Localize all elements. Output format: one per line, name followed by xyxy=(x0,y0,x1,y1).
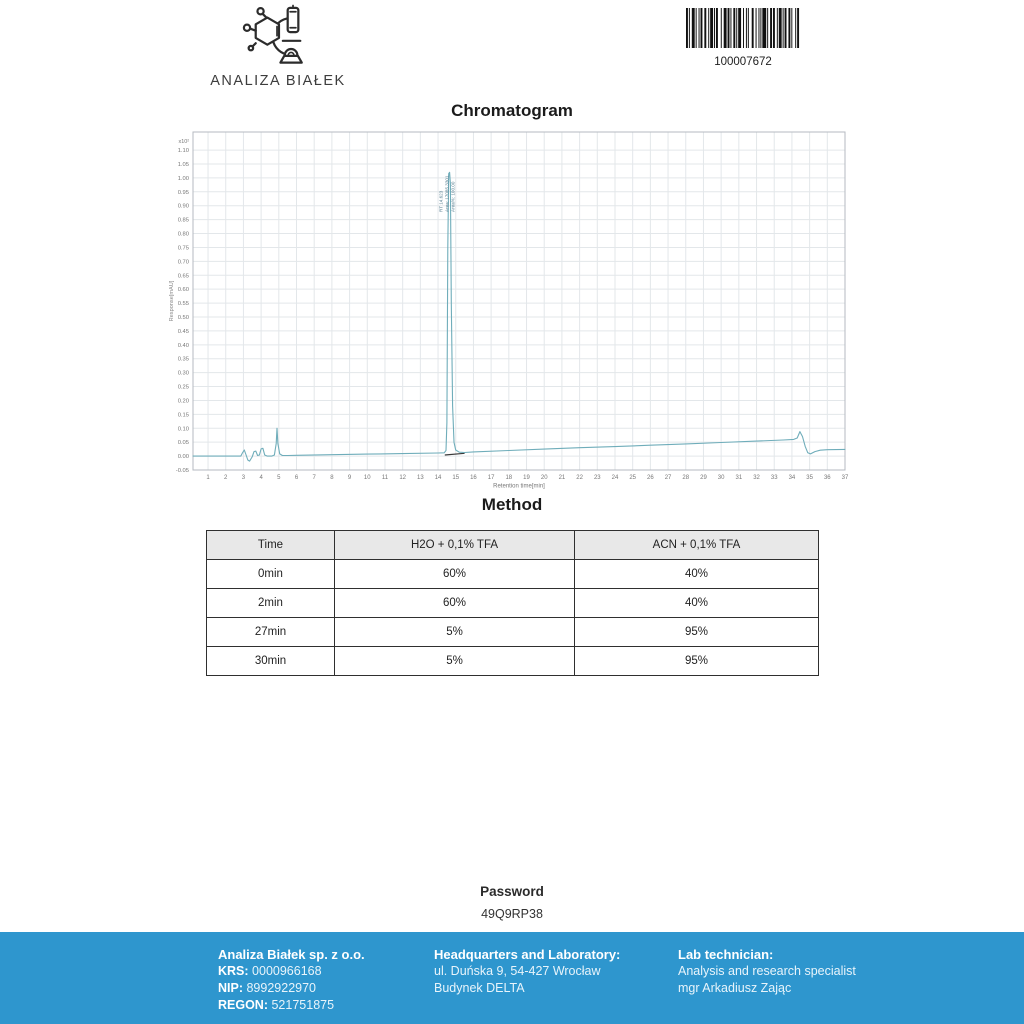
x-tick-label: 4 xyxy=(259,475,263,481)
barcode-bar xyxy=(686,8,688,48)
technician-title: Lab technician: xyxy=(678,947,774,962)
x-tick-label: 18 xyxy=(505,475,513,481)
logo xyxy=(200,4,356,89)
barcode-bar xyxy=(747,8,748,48)
column-header: Time xyxy=(207,531,335,560)
barcode-bar xyxy=(795,8,796,48)
headquarters-building: Budynek DELTA xyxy=(434,981,525,995)
footer-headquarters xyxy=(434,946,620,997)
x-tick-label: 1 xyxy=(206,475,210,481)
method-title: Method xyxy=(481,495,543,514)
x-tick-label: 37 xyxy=(841,475,849,481)
y-tick-label: 0.65 xyxy=(177,273,189,280)
barcode-bar xyxy=(778,8,781,48)
nip-label: NIP: xyxy=(218,981,243,995)
barcode-bar xyxy=(730,8,731,48)
barcode-bar xyxy=(797,8,799,48)
x-tick-label: 23 xyxy=(593,475,601,481)
table-cell: 30min xyxy=(207,647,335,676)
x-tick-label: 30 xyxy=(717,475,725,481)
barcode-bar xyxy=(695,8,696,48)
barcode-number: 100007672 xyxy=(714,56,772,68)
x-tick-label: 26 xyxy=(647,475,654,481)
method-table-header-row xyxy=(207,531,819,560)
x-tick-label: 3 xyxy=(241,475,246,481)
regon-label: REGON: xyxy=(218,998,268,1012)
barcode-bar xyxy=(704,8,706,48)
table-cell: 2min xyxy=(207,589,335,618)
barcode-bar xyxy=(772,8,774,48)
x-tick-label: 12 xyxy=(399,475,407,481)
chromatogram-chart xyxy=(165,127,858,489)
x-tick-label: 36 xyxy=(823,475,831,481)
y-tick-label: 0.40 xyxy=(177,342,189,349)
y-axis-label: Response[mAU] xyxy=(169,280,175,322)
table-cell: 95% xyxy=(575,647,819,676)
y-tick-label: 0.80 xyxy=(177,231,189,238)
y-tick-label: 0.45 xyxy=(177,328,189,335)
table-row xyxy=(207,618,819,647)
y-tick-label: 1.10 xyxy=(177,148,189,155)
y-scale-label: x10² xyxy=(178,139,189,145)
regon-value: 521751875 xyxy=(271,998,335,1012)
plot-border xyxy=(193,132,845,470)
barcode-bar xyxy=(776,8,777,48)
y-tick-label: 0.25 xyxy=(177,384,189,391)
x-tick-label: 7 xyxy=(312,475,316,481)
table-cell: 60% xyxy=(335,560,575,589)
column-header: H2O + 0,1% TFA xyxy=(335,531,575,560)
technician-name: mgr Arkadiusz Zając xyxy=(678,981,792,995)
x-tick-label: 27 xyxy=(664,475,672,481)
barcode-bar xyxy=(788,8,790,48)
table-cell: 0min xyxy=(207,560,335,589)
y-tick-label: 0.50 xyxy=(177,314,189,321)
barcode-bar xyxy=(723,8,726,48)
nip-value: 8992922970 xyxy=(246,981,317,995)
x-tick-label: 13 xyxy=(417,475,424,481)
barcode-bar xyxy=(745,8,746,48)
footer-technician xyxy=(678,946,856,997)
peak-annotation-line: RT 14.623 xyxy=(438,190,444,212)
x-tick-label: 2 xyxy=(224,475,228,481)
x-tick-label: 24 xyxy=(611,475,619,481)
y-tick-label: 0.60 xyxy=(177,287,189,294)
x-tick-label: 8 xyxy=(330,475,334,481)
company-nip xyxy=(218,980,365,997)
barcode-bar xyxy=(688,8,689,48)
y-tick-label: 0.20 xyxy=(177,398,189,405)
barcode-bar xyxy=(710,8,713,48)
method-table xyxy=(206,530,819,676)
barcode-bar xyxy=(767,8,768,48)
chromatogram-plot xyxy=(165,127,858,489)
y-tick-label: 1.00 xyxy=(177,175,189,182)
x-tick-label: 11 xyxy=(381,475,389,481)
technician-role: Analysis and research specialist xyxy=(678,964,856,978)
barcode-bar xyxy=(770,8,772,48)
company-name: Analiza Białek sp. z o.o. xyxy=(218,947,365,962)
x-tick-label: 9 xyxy=(347,475,352,481)
barcode-bar xyxy=(720,8,721,48)
barcode-bar xyxy=(700,8,702,48)
peak-annotation-line: Area%: 100.00 xyxy=(450,181,456,212)
y-tick-label: 0.35 xyxy=(177,356,189,363)
barcode-bar xyxy=(762,8,766,48)
x-tick-label: 34 xyxy=(788,475,796,481)
chromatogram-title: Chromatogram xyxy=(451,101,573,120)
x-tick-label: 28 xyxy=(682,475,690,481)
password-section xyxy=(0,884,1024,921)
barcode-bar xyxy=(784,8,786,48)
y-tick-label: 1.05 xyxy=(177,161,189,168)
y-tick-label: -0.05 xyxy=(175,468,189,474)
barcode-bar xyxy=(714,8,715,48)
headquarters-title: Headquarters and Laboratory: xyxy=(434,947,621,962)
y-tick-label: 0.10 xyxy=(177,426,189,433)
barcode-bar xyxy=(760,8,761,48)
barcode-bar xyxy=(715,8,717,48)
x-tick-label: 35 xyxy=(806,475,813,481)
table-row xyxy=(207,560,819,589)
x-tick-label: 14 xyxy=(434,475,442,481)
x-tick-label: 32 xyxy=(753,475,760,481)
company-regon xyxy=(218,997,365,1014)
password-label: Password xyxy=(480,884,544,899)
x-tick-label: 6 xyxy=(294,475,299,481)
table-cell: 95% xyxy=(575,618,819,647)
y-tick-label: 0.00 xyxy=(177,454,189,461)
y-tick-label: 0.90 xyxy=(177,203,189,210)
peak-annotation-line: Area: 17085.3301 xyxy=(444,175,450,212)
y-tick-label: 0.15 xyxy=(177,412,189,419)
y-tick-label: 0.05 xyxy=(177,440,189,447)
barcode-bar xyxy=(782,8,783,48)
table-cell: 60% xyxy=(335,589,575,618)
barcode-bar xyxy=(691,8,694,48)
y-tick-label: 0.95 xyxy=(177,189,189,196)
table-cell: 27min xyxy=(207,618,335,647)
barcode-bar xyxy=(736,8,737,48)
y-tick-label: 0.75 xyxy=(177,245,189,252)
table-cell: 40% xyxy=(575,560,819,589)
barcode-bar xyxy=(698,8,699,48)
barcode-bar xyxy=(751,8,753,48)
barcode-bar xyxy=(708,8,709,48)
x-tick-label: 20 xyxy=(540,475,548,481)
x-tick-label: 31 xyxy=(735,475,743,481)
headquarters-address: ul. Duńska 9, 54-427 Wrocław xyxy=(434,964,601,978)
x-axis-label: Retention time[min] xyxy=(493,483,545,489)
peak-annotation xyxy=(439,175,456,212)
table-cell: 40% xyxy=(575,589,819,618)
x-tick-label: 15 xyxy=(452,475,460,481)
integration-baseline xyxy=(445,453,465,455)
logo-text: ANALIZA BIAŁEK xyxy=(210,73,346,89)
barcode-bar xyxy=(755,8,756,48)
barcode xyxy=(683,8,803,68)
y-tick-label: 0.70 xyxy=(177,259,189,266)
x-tick-label: 29 xyxy=(700,475,707,481)
barcode-bar xyxy=(727,8,729,48)
x-tick-label: 5 xyxy=(277,475,281,481)
x-tick-label: 19 xyxy=(523,475,530,481)
x-tick-label: 10 xyxy=(363,475,371,481)
x-tick-label: 22 xyxy=(576,475,583,481)
krs-value: 0000966168 xyxy=(252,964,322,978)
table-cell: 5% xyxy=(335,618,575,647)
krs-label: KRS: xyxy=(218,964,249,978)
barcode-bar xyxy=(758,8,759,48)
barcode-bar xyxy=(733,8,735,48)
x-tick-label: 21 xyxy=(558,475,566,481)
x-tick-label: 25 xyxy=(629,475,637,481)
table-cell: 5% xyxy=(335,647,575,676)
table-row xyxy=(207,589,819,618)
protein-analysis-logo-icon xyxy=(234,4,322,66)
barcode-bar xyxy=(791,8,792,48)
column-header: ACN + 0,1% TFA xyxy=(575,531,819,560)
password-value: 49Q9RP38 xyxy=(481,907,543,921)
y-tick-label: 0.30 xyxy=(177,370,189,377)
barcode-image xyxy=(686,8,801,48)
footer-company xyxy=(218,946,365,1014)
x-tick-label: 33 xyxy=(770,475,778,481)
barcode-bar xyxy=(743,8,744,48)
table-row xyxy=(207,647,819,676)
footer xyxy=(0,932,1024,1024)
company-krs xyxy=(218,963,365,980)
x-tick-label: 16 xyxy=(470,475,477,481)
x-tick-label: 17 xyxy=(487,475,495,481)
y-tick-label: 0.55 xyxy=(177,301,189,308)
y-tick-label: 0.85 xyxy=(177,217,189,224)
barcode-bar xyxy=(738,8,741,48)
